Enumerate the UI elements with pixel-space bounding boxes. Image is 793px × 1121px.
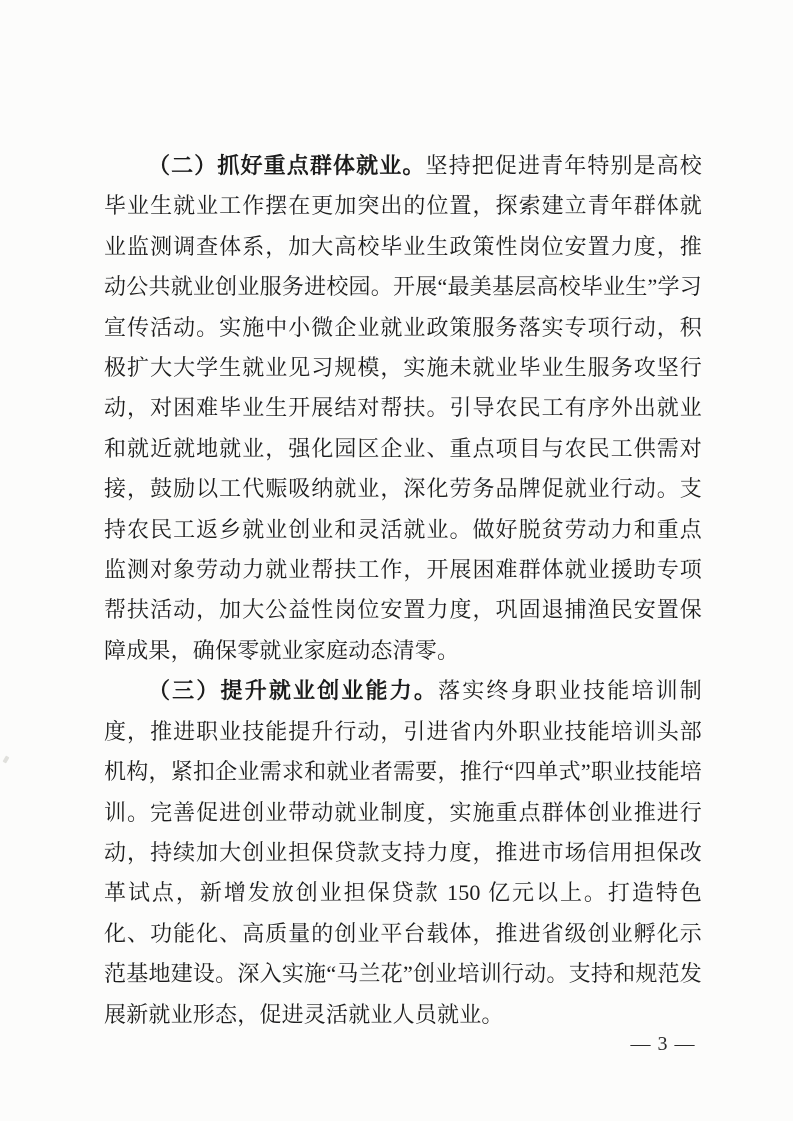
page-number: — 3 — <box>630 1033 696 1055</box>
document-text-block <box>104 146 702 1035</box>
paragraph-section-3 <box>104 671 702 1035</box>
paragraph-section-2-body: 坚持把促进青年特别是高校毕业生就业工作摆在更加突出的位置，探索建立青年群体就业监测调查体系，加大高校毕业生政策性岗位安置力度，推动公共就业创业服务进校园。开展“最美基层高校毕业生”学习宣传活动。实施中小微企业就业政策服务落实专项行动，积极扩大大学生就业见习规模，实施未就业毕业生服务攻坚行动，对困难毕业生开展结对帮扶。引导农民工有序外出就业和就近就地就业，强化园区企业、重点项目与农民工供需对接，鼓励以工代赈吸纳就业，深化劳务品牌促就业行动。支持农民工返乡就业创业和灵活就业。做好脱贫劳动力和重点监测对象劳动力就业帮扶工作，开展困难群体就业援助专项帮扶活动，加大公益性岗位安置力度，巩固退捕渔民安置保障成果，确保零就业家庭动态清零。 <box>104 153 703 663</box>
scan-artifact <box>3 755 10 763</box>
paragraph-section-3-heading: （三）提升就业创业能力。 <box>148 678 439 704</box>
paragraph-section-3-body: 落实终身职业技能培训制度，推进职业技能提升行动，引进省内外职业技能培训头部机构，紧扣企业需求和就业者需要，推行“四单式”职业技能培训。完善促进创业带动就业制度，实施重点群体创业推进行动，持续加大创业担保贷款支持力度，推进市场信用担保改革试点，新增发放创业担保贷款 150 亿元以上。打造特色化、功能化、高质量的创业平台载体，推进省级创业孵化示范基地建设。深入实施“马兰花”创业培训行动。支持和规范发展新就业形态，促进灵活就业人员就业。 <box>104 678 703 1027</box>
paragraph-section-2-heading: （二）抓好重点群体就业。 <box>148 153 426 178</box>
paragraph-section-2 <box>104 146 702 671</box>
